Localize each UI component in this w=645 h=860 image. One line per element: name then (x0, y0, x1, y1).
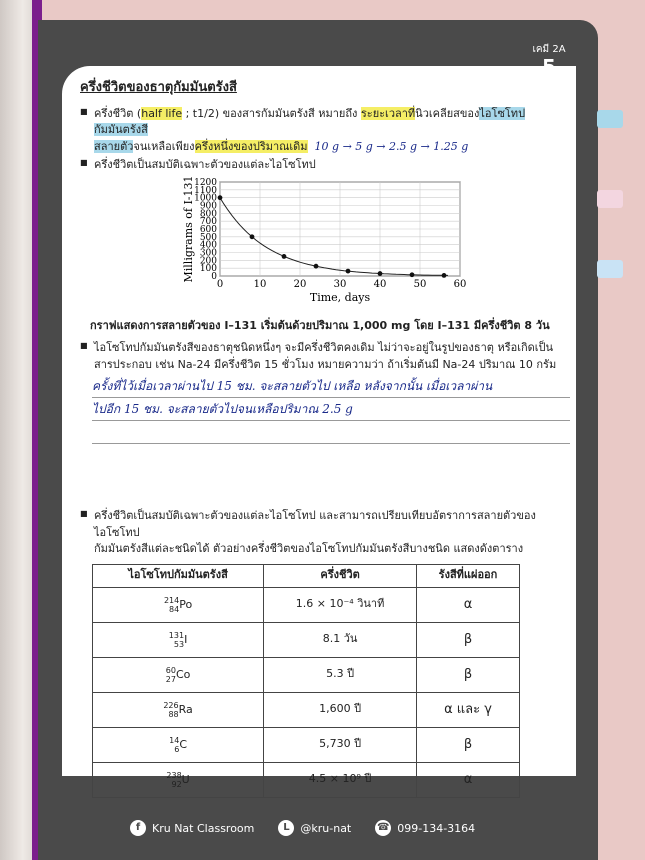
y-tick-label: 100 (199, 263, 217, 274)
def-text: นิวเคลียสของ (415, 106, 480, 120)
half-life-term: half life (141, 106, 183, 120)
half-life-cell: 4.5 × 10⁹ ปี (264, 762, 417, 797)
isotope-table (92, 564, 520, 798)
intro-text: ครึ่งชีวิตเป็นสมบัติเฉพาะตัวของแต่ละไอโซโทป และสามารถเปรียบเทียบอัตราการสลายตัวของไอโซโทป (94, 509, 536, 539)
sticky-tab (597, 260, 623, 278)
data-point (346, 268, 351, 273)
table-row (93, 727, 520, 762)
phone-contact[interactable] (375, 820, 475, 836)
line-text: @kru-nat (300, 821, 352, 835)
table-row (93, 657, 520, 692)
y-tick-label: 1000 (194, 193, 217, 204)
half-life-cell: 1,600 ปี (264, 692, 417, 727)
y-tick-label: 200 (199, 255, 217, 266)
chapter-label: เคมี 2A (532, 44, 566, 55)
example-text: สารประกอบ เช่น Na-24 มีครึ่งชีวิต 15 ชั่วโมง หมายความว่า ถ้าเริ่มต้นมี Na-24 ปริมาณ 10 กรัม (94, 357, 557, 371)
data-point (250, 234, 255, 239)
y-tick-label: 700 (199, 216, 217, 227)
y-axis-label: Milligrams of I-131 (182, 175, 195, 283)
def-text: จนเหลือเพียง (133, 139, 195, 153)
highlight-text: ระยะเวลาที่ (360, 106, 416, 120)
def-text: ; t1/2) (182, 106, 220, 120)
chart-caption: กราฟแสดงการสลายตัวของ I–131 เริ่มต้นด้วยปริมาณ 1,000 mg โดย I–131 มีครึ่งชีวิต 8 วัน (90, 318, 550, 332)
x-tick-label: 10 (253, 278, 267, 290)
data-point (442, 272, 447, 277)
bullet-example (70, 340, 570, 373)
y-tick-label: 1200 (194, 177, 217, 188)
x-tick-label: 40 (373, 278, 387, 290)
spacer (70, 444, 570, 508)
intro-text: กัมมันตรังสีแต่ละชนิดได้ ตัวอย่างครึ่งชีวิตของไอโซโทปกัมมันตรังสีบางชนิด แสดงดังตาราง (94, 542, 524, 555)
footer (130, 815, 530, 841)
sticky-tab (597, 110, 623, 128)
radiation-cell: β (417, 657, 520, 692)
y-tick-label: 1100 (194, 185, 217, 196)
col-header: ครึ่งชีวิต (264, 564, 417, 587)
isotope-cell: 60 27 Co (93, 657, 264, 692)
isotope-cell: 14 6 C (93, 727, 264, 762)
radiation-cell: α และ γ (417, 692, 520, 727)
isotope-cell: 226 88 Ra (93, 692, 264, 727)
y-tick-label: 500 (199, 232, 217, 243)
bullet-property: ■ ครึ่งชีวิตเป็นสมบัติเฉพาะตัวของแต่ละไอโซโทป (70, 157, 570, 174)
y-tick-label: 400 (199, 240, 217, 251)
x-tick-label: 20 (293, 278, 307, 290)
sticky-tab (597, 190, 623, 208)
phone-icon: ☎ (375, 820, 391, 836)
half-life-cell: 5,730 ปี (264, 727, 417, 762)
table-row (93, 587, 520, 622)
data-point (314, 263, 319, 268)
x-axis-label: Time, days (309, 290, 371, 304)
data-point (410, 272, 415, 277)
chart-svg (120, 176, 500, 314)
highlight-text: ครึ่งหนึ่งของปริมาณเดิม (194, 139, 308, 153)
radiation-cell: α (417, 587, 520, 622)
isotope-cell: 131 53 I (93, 622, 264, 657)
isotope-cell: 238 92 U (93, 762, 264, 797)
highlight-text: สลายตัว (94, 139, 134, 153)
blank-line (92, 421, 570, 444)
example-text: ไอโซโทปกัมมันตรังสีของธาตุชนิดหนึ่งๆ จะมีครึ่งชีวิตคงเดิม ไม่ว่าจะอยู่ในรูปของธาตุ หรือเกิดเป็น (94, 341, 554, 354)
handwritten-line: ไปอีก 15 ชม. จะสลายตัวไปจนเหลือปริมาณ 2.5 g (92, 398, 570, 421)
handwritten-note: 10 g → 5 g → 2.5 g → 1.25 g (314, 139, 469, 153)
y-tick-label: 600 (199, 224, 217, 235)
def-text: ครึ่งชีวิต ( (94, 106, 142, 120)
x-tick-label: 0 (216, 278, 224, 290)
y-tick-label: 0 (211, 271, 217, 282)
half-life-cell: 8.1 วัน (264, 622, 417, 657)
line-contact[interactable] (278, 820, 351, 836)
isotope-cell: 214 84 Po (93, 587, 264, 622)
def-text: ของสารกัมมันตรังสี หมายถึง (219, 106, 361, 120)
phone-text: 099-134-3164 (397, 821, 476, 835)
table-header-row (93, 564, 520, 587)
x-tick-label: 60 (453, 278, 467, 290)
y-tick-label: 300 (199, 248, 217, 258)
line-icon: L (278, 820, 294, 836)
radiation-cell: β (417, 622, 520, 657)
bullet-definition (70, 106, 570, 156)
page-content (70, 70, 570, 798)
table-row (93, 622, 520, 657)
chapter-number: 5 (542, 55, 556, 79)
table-row (93, 692, 520, 727)
radiation-cell: α (417, 762, 520, 797)
facebook-contact[interactable] (130, 820, 254, 836)
x-tick-label: 30 (333, 278, 347, 290)
x-tick-label: 50 (413, 278, 427, 290)
y-tick-label: 800 (199, 208, 217, 219)
page-title: ครึ่งชีวิตของธาตุกัมมันตรังสี (80, 80, 237, 95)
highlight-text: ไอโซโทปกัมมันตรังสี (94, 106, 526, 136)
table-row (93, 762, 520, 797)
col-header: รังสีที่แผ่ออก (417, 564, 520, 587)
facebook-text: Kru Nat Classroom (152, 821, 255, 835)
half-life-cell: 1.6 × 10⁻⁴ วินาที (264, 587, 417, 622)
y-tick-label: 900 (199, 201, 217, 211)
facebook-icon: f (130, 820, 146, 836)
handwritten-line: ครั้งที่ไว้เมื่อเวลาผ่านไป 15 ชม. จะสลายตัวไป เหลือ หลังจากนั้น เมื่อเวลาผ่าน (92, 375, 570, 398)
data-point (218, 195, 223, 200)
col-header: ไอโซโทปกัมมันตรังสี (93, 564, 264, 587)
decay-chart (120, 176, 500, 314)
bullet-table-intro (70, 508, 570, 558)
radiation-cell: β (417, 727, 520, 762)
data-point (282, 254, 287, 259)
half-life-cell: 5.3 ปี (264, 657, 417, 692)
data-point (378, 271, 383, 276)
